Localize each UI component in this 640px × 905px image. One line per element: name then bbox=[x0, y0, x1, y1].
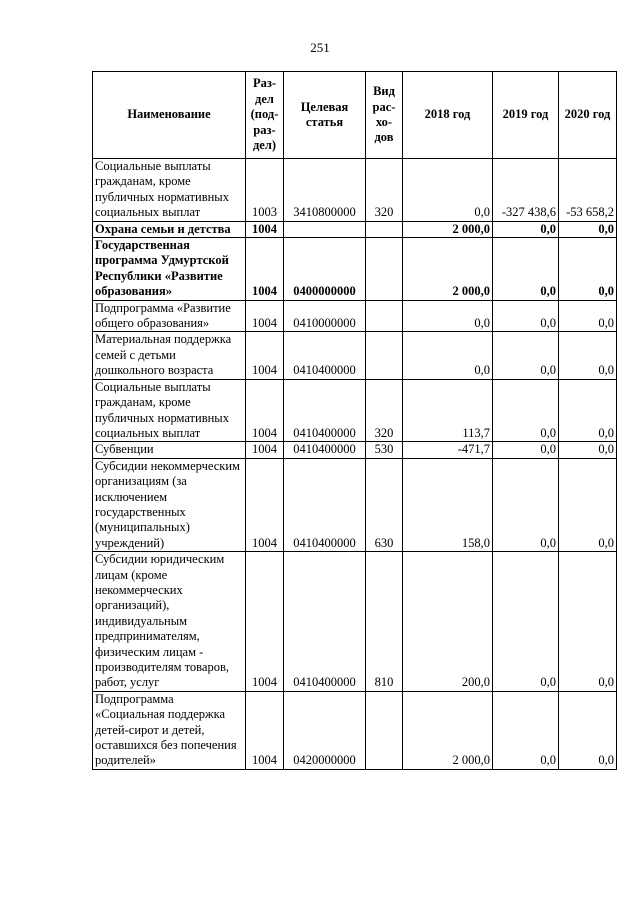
cell-type bbox=[366, 691, 403, 769]
cell-2020: -53 658,2 bbox=[559, 159, 617, 222]
header-section: Раз- дел (под- раз- дел) bbox=[246, 72, 284, 159]
cell-target bbox=[284, 221, 366, 237]
cell-section: 1004 bbox=[246, 221, 284, 237]
table-row bbox=[93, 238, 617, 301]
cell-name: Социальные выплаты гражданам, кроме публичных нормативных социальных выплат bbox=[93, 379, 246, 442]
cell-2020: 0,0 bbox=[559, 332, 617, 379]
cell-2018: 2 000,0 bbox=[403, 221, 493, 237]
table-row bbox=[93, 458, 617, 551]
cell-2020: 0,0 bbox=[559, 238, 617, 301]
cell-name: Материальная поддержка семей с детьми дошкольного возраста bbox=[93, 332, 246, 379]
cell-2018: 113,7 bbox=[403, 379, 493, 442]
cell-type: 530 bbox=[366, 442, 403, 458]
cell-name: Субсидии некоммерческим организациям (за исключением государственных (муниципальных) учреждений) bbox=[93, 458, 246, 551]
cell-2020: 0,0 bbox=[559, 300, 617, 332]
cell-2019: 0,0 bbox=[493, 332, 559, 379]
cell-2019: 0,0 bbox=[493, 221, 559, 237]
page-number: 251 bbox=[310, 40, 330, 55]
table-row bbox=[93, 552, 617, 692]
cell-2020: 0,0 bbox=[559, 442, 617, 458]
header-type: Вид рас- хо- дов bbox=[366, 72, 403, 159]
cell-2020: 0,0 bbox=[559, 379, 617, 442]
table-row bbox=[93, 332, 617, 379]
cell-target: 0400000000 bbox=[284, 238, 366, 301]
cell-type bbox=[366, 238, 403, 301]
cell-type: 810 bbox=[366, 552, 403, 692]
table-header-row bbox=[93, 72, 617, 159]
cell-2018: -471,7 bbox=[403, 442, 493, 458]
table-row bbox=[93, 300, 617, 332]
header-2020: 2020 год bbox=[559, 72, 617, 159]
cell-type: 320 bbox=[366, 159, 403, 222]
cell-2018: 2 000,0 bbox=[403, 238, 493, 301]
cell-2019: 0,0 bbox=[493, 552, 559, 692]
cell-2019: 0,0 bbox=[493, 458, 559, 551]
cell-section: 1004 bbox=[246, 458, 284, 551]
header-name: Наименование bbox=[93, 72, 246, 159]
cell-name: Государственная программа Удмуртской Республики «Развитие образования» bbox=[93, 238, 246, 301]
cell-2020: 0,0 bbox=[559, 221, 617, 237]
cell-2019: 0,0 bbox=[493, 442, 559, 458]
cell-2020: 0,0 bbox=[559, 691, 617, 769]
cell-target: 0420000000 bbox=[284, 691, 366, 769]
cell-section: 1004 bbox=[246, 552, 284, 692]
cell-name: Охрана семьи и детства bbox=[93, 221, 246, 237]
cell-name: Социальные выплаты гражданам, кроме публичных нормативных социальных выплат bbox=[93, 159, 246, 222]
cell-2019: 0,0 bbox=[493, 379, 559, 442]
cell-target: 3410800000 bbox=[284, 159, 366, 222]
cell-2018: 0,0 bbox=[403, 300, 493, 332]
cell-type bbox=[366, 300, 403, 332]
cell-2018: 0,0 bbox=[403, 159, 493, 222]
table-body bbox=[93, 159, 617, 770]
cell-section: 1004 bbox=[246, 379, 284, 442]
cell-type bbox=[366, 221, 403, 237]
cell-type bbox=[366, 332, 403, 379]
cell-2018: 2 000,0 bbox=[403, 691, 493, 769]
cell-name: Субвенции bbox=[93, 442, 246, 458]
cell-target: 0410400000 bbox=[284, 379, 366, 442]
cell-target: 0410400000 bbox=[284, 332, 366, 379]
cell-2019: 0,0 bbox=[493, 691, 559, 769]
cell-2018: 200,0 bbox=[403, 552, 493, 692]
cell-2018: 0,0 bbox=[403, 332, 493, 379]
table-row bbox=[93, 159, 617, 222]
header-target: Целевая статья bbox=[284, 72, 366, 159]
header-2019: 2019 год bbox=[493, 72, 559, 159]
cell-section: 1003 bbox=[246, 159, 284, 222]
cell-target: 0410400000 bbox=[284, 552, 366, 692]
cell-target: 0410400000 bbox=[284, 442, 366, 458]
cell-2019: 0,0 bbox=[493, 300, 559, 332]
cell-section: 1004 bbox=[246, 332, 284, 379]
cell-target: 0410400000 bbox=[284, 458, 366, 551]
table-row bbox=[93, 379, 617, 442]
cell-section: 1004 bbox=[246, 442, 284, 458]
cell-type: 630 bbox=[366, 458, 403, 551]
cell-section: 1004 bbox=[246, 300, 284, 332]
cell-section: 1004 bbox=[246, 691, 284, 769]
cell-name: Подпрограмма «Социальная поддержка детей-сирот и детей, оставшихся без попечения родителей» bbox=[93, 691, 246, 769]
cell-2019: 0,0 bbox=[493, 238, 559, 301]
cell-section: 1004 bbox=[246, 238, 284, 301]
cell-name: Субсидии юридическим лицам (кроме некоммерческих организаций), индивидуальным предпринимателям, физическим лицам - производителям товаров, работ, услуг bbox=[93, 552, 246, 692]
cell-2018: 158,0 bbox=[403, 458, 493, 551]
table-row bbox=[93, 221, 617, 237]
budget-table bbox=[92, 71, 617, 770]
cell-2020: 0,0 bbox=[559, 552, 617, 692]
table-row bbox=[93, 442, 617, 458]
cell-2020: 0,0 bbox=[559, 458, 617, 551]
table-row bbox=[93, 691, 617, 769]
cell-2019: -327 438,6 bbox=[493, 159, 559, 222]
cell-name: Подпрограмма «Развитие общего образования» bbox=[93, 300, 246, 332]
cell-type: 320 bbox=[366, 379, 403, 442]
header-2018: 2018 год bbox=[403, 72, 493, 159]
cell-target: 0410000000 bbox=[284, 300, 366, 332]
